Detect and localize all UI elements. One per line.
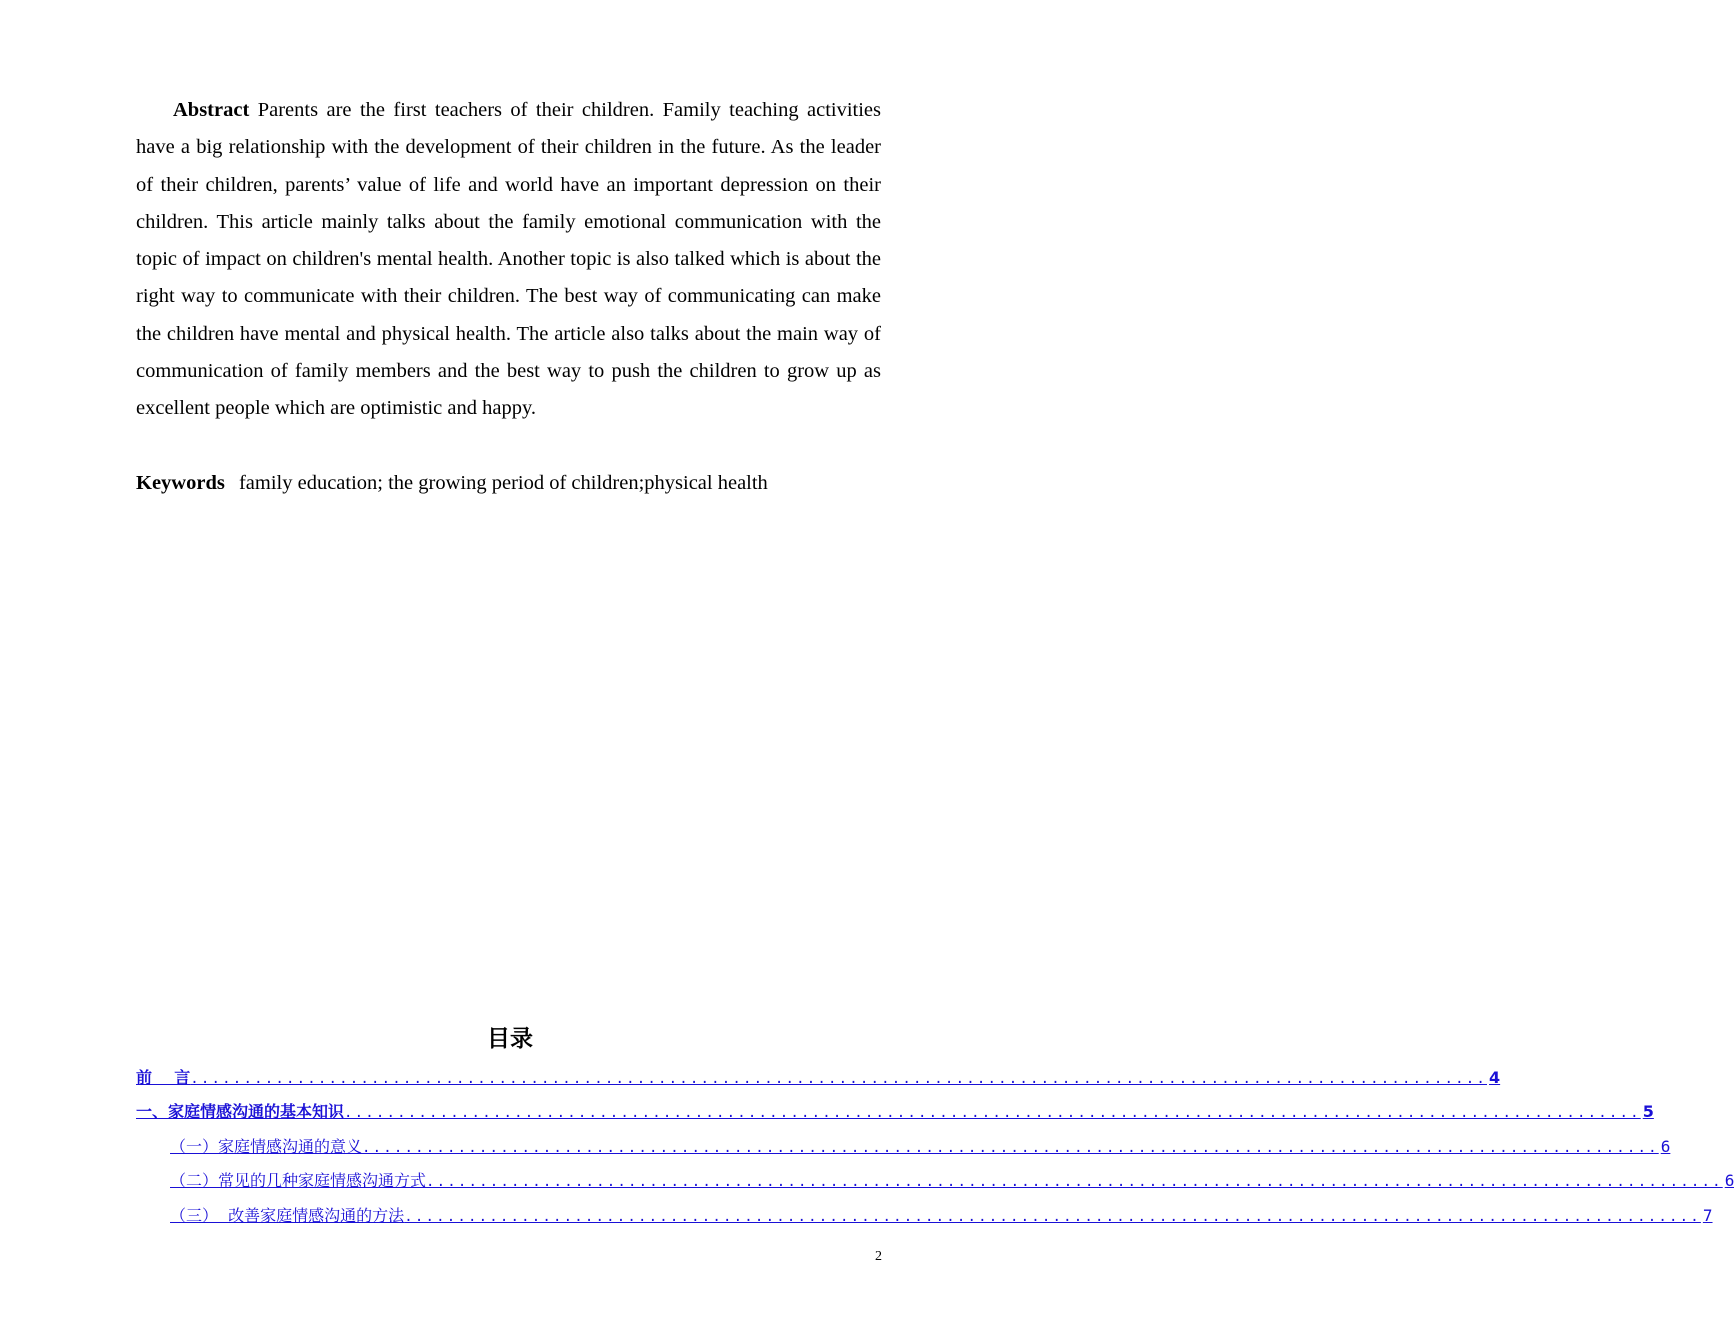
toc-entry-page: 6	[1660, 1137, 1671, 1156]
keywords-line	[136, 465, 881, 502]
toc-leader-dots: ..........................................................................................................................	[362, 1140, 1659, 1156]
toc-title: 目录	[487, 1026, 533, 1052]
toc-entry-label: 一、家庭情感沟通的基本知识	[136, 1102, 345, 1121]
toc-entry-chapter-1[interactable]	[136, 1100, 1654, 1124]
toc-entry-label: （三） 改善家庭情感沟通的方法	[170, 1206, 405, 1225]
toc-entry-label: 前 言	[136, 1068, 191, 1087]
keywords-label: Keywords	[136, 472, 225, 494]
toc-entry-section-1-2[interactable]	[170, 1169, 1734, 1193]
toc-leader-dots: ..........................................................................................................................	[404, 1209, 1701, 1225]
toc-leader-dots: ..........................................................................................................................	[426, 1174, 1723, 1190]
toc-leader-dots: ..........................................................................................................................	[344, 1105, 1641, 1121]
abstract-label: Abstract	[173, 99, 250, 121]
toc-entry-page: 7	[1702, 1206, 1713, 1225]
toc-entry-section-1-3[interactable]	[170, 1204, 1713, 1228]
toc-entry-preface[interactable]	[136, 1066, 1501, 1090]
toc-entry-page: 6	[1724, 1171, 1734, 1190]
toc-entry-label: （一）家庭情感沟通的意义	[170, 1137, 363, 1156]
page-number: 2	[875, 1249, 882, 1264]
abstract-paragraph	[136, 92, 881, 428]
abstract-text: Parents are the first teachers of their children. Family teaching activities have a big relationship with the development of their children in the future. As the leader of their children, parents’ value of life and world have an important depression on their children. This article mainly talks about the family emotional communication with the topic of impact on children's mental health. Another topic is also talked which is about the right way to communicate with their children. The best way of communicating can make the children have mental and physical health. The article also talks about the main way of communication of family members and the best way to push the children to grow up as excellent people which are optimistic and happy.	[136, 99, 882, 420]
toc-leader-dots: ..........................................................................................................................	[190, 1071, 1487, 1087]
toc-entry-page: 4	[1489, 1068, 1501, 1087]
toc-entry-section-1-1[interactable]	[170, 1135, 1671, 1159]
toc-entry-label: （二）常见的几种家庭情感沟通方式	[170, 1171, 427, 1190]
toc-entry-page: 5	[1642, 1102, 1654, 1121]
keywords-text: family education; the growing period of children;physical health	[238, 472, 768, 494]
